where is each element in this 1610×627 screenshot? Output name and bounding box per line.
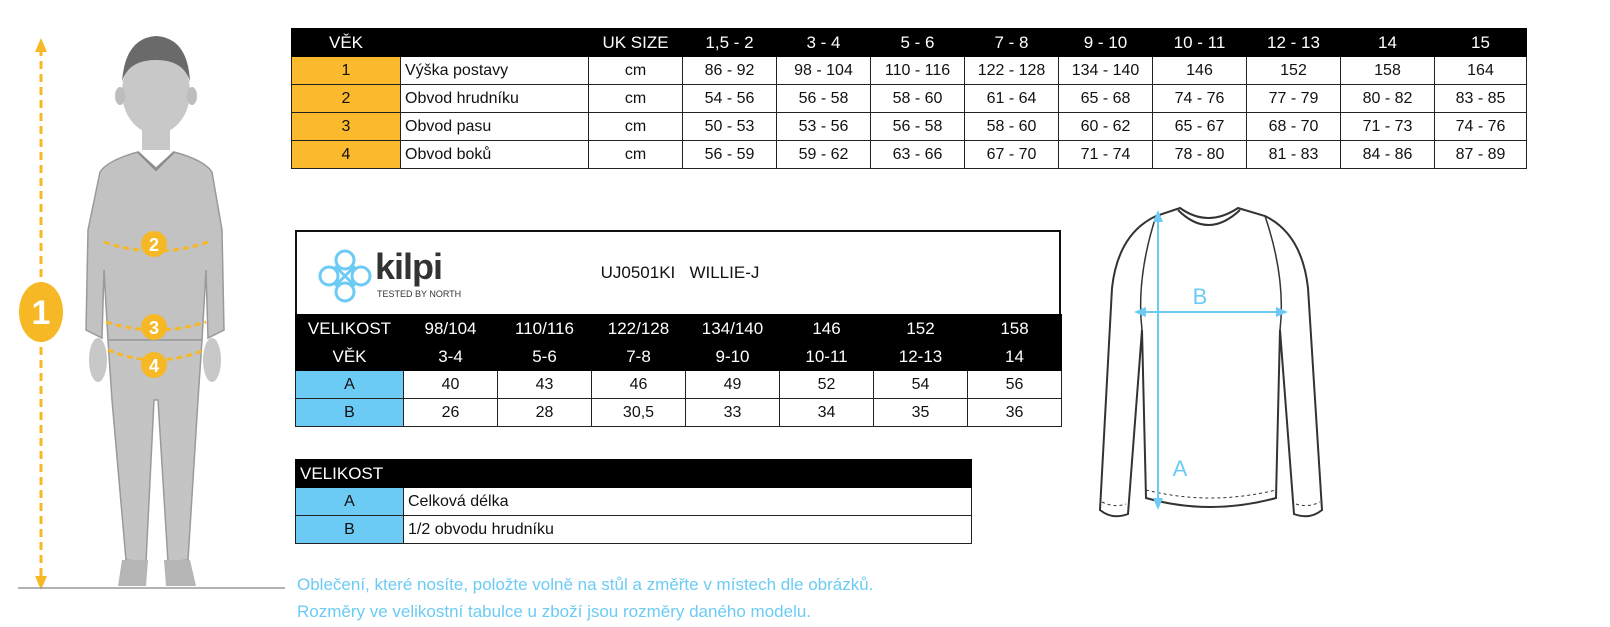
- marker-2: 2: [148, 235, 160, 255]
- table-row: [292, 85, 1527, 113]
- table-row: [296, 399, 1062, 427]
- value-cell: 34: [780, 399, 874, 427]
- value-cell: 56 - 58: [777, 85, 871, 113]
- value-cell: 98 - 104: [777, 57, 871, 85]
- table1-header-cell: VĚK: [292, 29, 401, 57]
- value-cell: 53 - 56: [777, 113, 871, 141]
- child-measurement-figure: [0, 20, 290, 600]
- age-header-row: [296, 343, 1062, 371]
- value-cell: 52: [780, 371, 874, 399]
- value-cell: 87 - 89: [1435, 141, 1527, 169]
- measuring-instruction: Oblečení, které nosíte, položte volně na stůl a změřte v místech dle obrázků.: [297, 575, 874, 594]
- value-cell: 71 - 74: [1059, 141, 1153, 169]
- table-row: [296, 488, 972, 516]
- table1-header-cell: 10 - 11: [1153, 29, 1247, 57]
- marker-1: 1: [31, 294, 51, 332]
- size-cell: 98/104: [404, 315, 498, 343]
- value-cell: 56: [968, 371, 1062, 399]
- table1-header-cell: 9 - 10: [1059, 29, 1153, 57]
- age-cell: 3-4: [404, 343, 498, 371]
- table1-header-cell: 1,5 - 2: [683, 29, 777, 57]
- row-number: 1: [292, 57, 401, 85]
- legend-description: 1/2 obvodu hrudníku: [404, 516, 972, 544]
- table1-header-cell: 12 - 13: [1247, 29, 1341, 57]
- brand-tagline: TESTED BY NORTH: [377, 289, 462, 299]
- age-cell: 14: [968, 343, 1062, 371]
- marker-4: 4: [148, 356, 160, 376]
- value-cell: 36: [968, 399, 1062, 427]
- body-size-table: [291, 28, 1527, 169]
- value-cell: 86 - 92: [683, 57, 777, 85]
- value-cell: 77 - 79: [1247, 85, 1341, 113]
- row-number: 4: [292, 141, 401, 169]
- value-cell: 61 - 64: [965, 85, 1059, 113]
- value-cell: 122 - 128: [965, 57, 1059, 85]
- value-cell: 50 - 53: [683, 113, 777, 141]
- value-cell: 65 - 67: [1153, 113, 1247, 141]
- value-cell: 40: [404, 371, 498, 399]
- value-cell: 54: [874, 371, 968, 399]
- value-cell: 164: [1435, 57, 1527, 85]
- value-cell: 67 - 70: [965, 141, 1059, 169]
- value-cell: 158: [1341, 57, 1435, 85]
- shirt-label-b: B: [1192, 284, 1208, 309]
- value-cell: 58 - 60: [871, 85, 965, 113]
- age-label: VĚK: [296, 343, 404, 371]
- brand-name: kilpi: [375, 246, 443, 287]
- shirt-label-a: A: [1172, 456, 1188, 481]
- size-cell: 152: [874, 315, 968, 343]
- age-cell: 9-10: [686, 343, 780, 371]
- size-cell: 134/140: [686, 315, 780, 343]
- value-cell: 78 - 80: [1153, 141, 1247, 169]
- value-cell: 80 - 82: [1341, 85, 1435, 113]
- row-label: Výška postavy: [401, 57, 589, 85]
- age-cell: 5-6: [498, 343, 592, 371]
- model-dimensions-note: Rozměry ve velikostní tabulce u zboží jsou rozměry daného modelu.: [297, 602, 812, 621]
- table1-header-cell: 15: [1435, 29, 1527, 57]
- row-label: Obvod boků: [401, 141, 589, 169]
- legend-header-row: [296, 460, 972, 488]
- value-cell: 134 - 140: [1059, 57, 1153, 85]
- size-cell: 122/128: [592, 315, 686, 343]
- value-cell: 58 - 60: [965, 113, 1059, 141]
- table-row: [292, 141, 1527, 169]
- table1-header-cell: 14: [1341, 29, 1435, 57]
- value-cell: 71 - 73: [1341, 113, 1435, 141]
- value-cell: 35: [874, 399, 968, 427]
- value-cell: 60 - 62: [1059, 113, 1153, 141]
- table-row: [296, 516, 972, 544]
- value-cell: 56 - 59: [683, 141, 777, 169]
- table-row: [292, 57, 1527, 85]
- unit-cell: cm: [589, 85, 683, 113]
- table1-header-cell: 7 - 8: [965, 29, 1059, 57]
- value-cell: 49: [686, 371, 780, 399]
- size-header-row: [296, 315, 1062, 343]
- value-cell: 26: [404, 399, 498, 427]
- row-number: 3: [292, 113, 401, 141]
- age-cell: 7-8: [592, 343, 686, 371]
- unit-cell: cm: [589, 141, 683, 169]
- value-cell: 74 - 76: [1435, 113, 1527, 141]
- size-cell: 110/116: [498, 315, 592, 343]
- marker-3: 3: [148, 318, 160, 338]
- value-cell: 83 - 85: [1435, 85, 1527, 113]
- value-cell: 43: [498, 371, 592, 399]
- table1-header-cell: 3 - 4: [777, 29, 871, 57]
- row-number: 2: [292, 85, 401, 113]
- value-cell: 65 - 68: [1059, 85, 1153, 113]
- table1-header-row: [292, 29, 1527, 57]
- legend-description: Celková délka: [404, 488, 972, 516]
- row-key: B: [296, 399, 404, 427]
- table1-header-cell: UK SIZE: [589, 29, 683, 57]
- product-name: UJ0501KI WILLIE-J: [600, 263, 760, 282]
- value-cell: 30,5: [592, 399, 686, 427]
- size-cell: 146: [780, 315, 874, 343]
- value-cell: 33: [686, 399, 780, 427]
- value-cell: 46: [592, 371, 686, 399]
- product-size-table: [295, 314, 1062, 427]
- value-cell: 54 - 56: [683, 85, 777, 113]
- size-label: VELIKOST: [296, 315, 404, 343]
- table1-header-cell: 5 - 6: [871, 29, 965, 57]
- value-cell: 81 - 83: [1247, 141, 1341, 169]
- value-cell: 63 - 66: [871, 141, 965, 169]
- table1-header-cell: [401, 29, 589, 57]
- unit-cell: cm: [589, 57, 683, 85]
- value-cell: 74 - 76: [1153, 85, 1247, 113]
- unit-cell: cm: [589, 113, 683, 141]
- measurement-legend-table: [295, 459, 972, 544]
- value-cell: 68 - 70: [1247, 113, 1341, 141]
- size-cell: 158: [968, 315, 1062, 343]
- row-key: A: [296, 488, 404, 516]
- row-label: Obvod hrudníku: [401, 85, 589, 113]
- shirt-diagram: [1080, 198, 1340, 548]
- row-key: B: [296, 516, 404, 544]
- row-key: A: [296, 371, 404, 399]
- age-cell: 12-13: [874, 343, 968, 371]
- value-cell: 59 - 62: [777, 141, 871, 169]
- value-cell: 152: [1247, 57, 1341, 85]
- age-cell: 10-11: [780, 343, 874, 371]
- value-cell: 56 - 58: [871, 113, 965, 141]
- table-row: [296, 371, 1062, 399]
- brand-header: [295, 230, 1061, 314]
- value-cell: 84 - 86: [1341, 141, 1435, 169]
- table-row: [292, 113, 1527, 141]
- value-cell: 28: [498, 399, 592, 427]
- value-cell: 146: [1153, 57, 1247, 85]
- row-label: Obvod pasu: [401, 113, 589, 141]
- value-cell: 110 - 116: [871, 57, 965, 85]
- legend-header: VELIKOST: [296, 460, 972, 488]
